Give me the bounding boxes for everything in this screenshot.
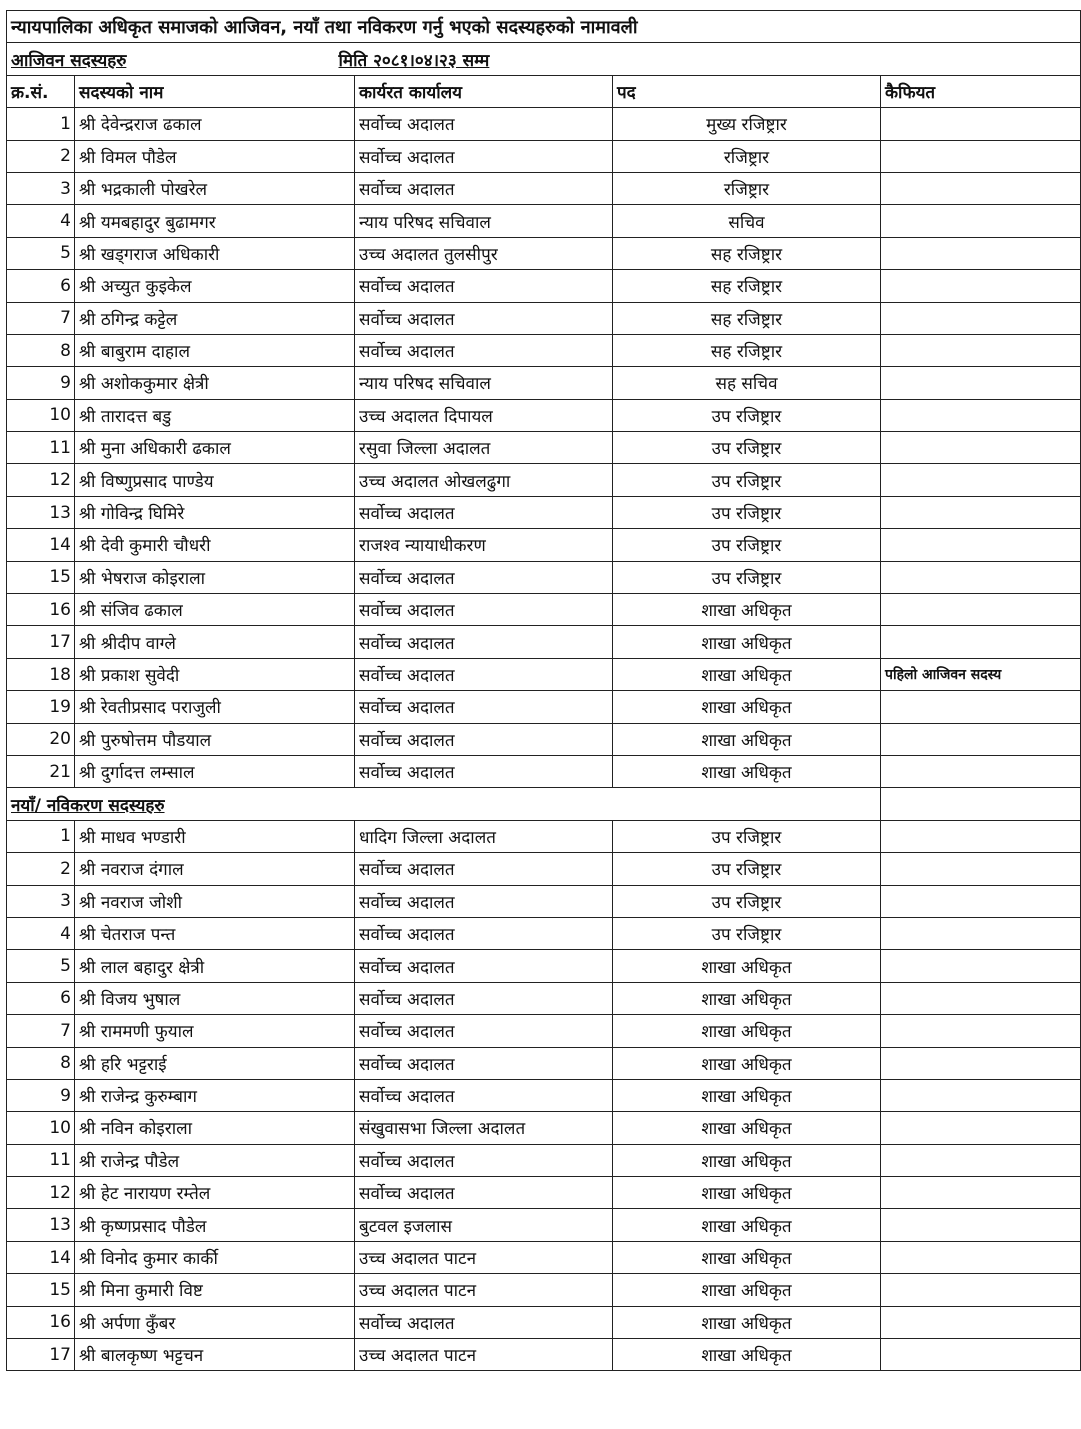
table-row xyxy=(7,723,1081,755)
office-cell: सर्वोच्च अदालत xyxy=(355,723,613,755)
post-cell: शाखा अधिकृत xyxy=(613,1306,881,1338)
member-name-cell: श्री गोविन्द्र घिमिरे xyxy=(75,496,355,528)
remark-cell xyxy=(881,561,1081,593)
remark-cell xyxy=(881,820,1081,852)
serial-number-cell: 2 xyxy=(7,140,75,172)
header-remark: कैफियत xyxy=(881,75,1081,107)
post-cell: शाखा अधिकृत xyxy=(613,1209,881,1241)
post-cell: शाखा अधिकृत xyxy=(613,950,881,982)
table-row xyxy=(7,950,1081,982)
table-row xyxy=(7,561,1081,593)
title-row xyxy=(7,11,1081,43)
member-name-cell: श्री बालकृष्ण भट्टचन xyxy=(75,1339,355,1371)
office-cell: न्याय परिषद सचिवाल xyxy=(355,367,613,399)
office-cell: बुटवल इजलास xyxy=(355,1209,613,1241)
member-name-cell: श्री मिना कुमारी विष्ट xyxy=(75,1274,355,1306)
remark-cell xyxy=(881,1177,1081,1209)
table-row xyxy=(7,1306,1081,1338)
table-row xyxy=(7,1274,1081,1306)
post-cell: उप रजिष्ट्रार xyxy=(613,464,881,496)
post-cell: शाखा अधिकृत xyxy=(613,1112,881,1144)
office-cell: सर्वोच्च अदालत xyxy=(355,917,613,949)
office-cell: सर्वोच्च अदालत xyxy=(355,270,613,302)
member-name-cell: श्री खड्गराज अधिकारी xyxy=(75,237,355,269)
table-row xyxy=(7,205,1081,237)
post-cell: शाखा अधिकृत xyxy=(613,1015,881,1047)
table-row xyxy=(7,529,1081,561)
serial-number-cell: 11 xyxy=(7,1144,75,1176)
member-name-cell: श्री रेवतीप्रसाद पराजुली xyxy=(75,691,355,723)
office-cell: न्याय परिषद सचिवाल xyxy=(355,205,613,237)
member-list-sheet xyxy=(6,10,1080,1371)
table-row xyxy=(7,1209,1081,1241)
member-name-cell: श्री यमबहादुर बुढामगर xyxy=(75,205,355,237)
member-name-cell: श्री देवेन्द्रराज ढकाल xyxy=(75,108,355,140)
office-cell: सर्वोच्च अदालत xyxy=(355,853,613,885)
remark-cell xyxy=(881,982,1081,1014)
table-row xyxy=(7,464,1081,496)
serial-number-cell: 19 xyxy=(7,691,75,723)
table-row xyxy=(7,334,1081,366)
section-new-text: नयाँ/ नविकरण सदस्यहरु xyxy=(11,795,165,816)
serial-number-cell: 7 xyxy=(7,1015,75,1047)
serial-number-cell: 14 xyxy=(7,529,75,561)
member-name-cell: श्री विमल पौडेल xyxy=(75,140,355,172)
serial-number-cell: 13 xyxy=(7,1209,75,1241)
serial-number-cell: 7 xyxy=(7,302,75,334)
table-row xyxy=(7,237,1081,269)
post-cell: शाखा अधिकृत xyxy=(613,691,881,723)
table-row xyxy=(7,399,1081,431)
table-row xyxy=(7,917,1081,949)
office-cell: सर्वोच्च अदालत xyxy=(355,755,613,787)
post-cell: सह रजिष्ट्रार xyxy=(613,334,881,366)
remark-cell xyxy=(881,270,1081,302)
post-cell: उप रजिष्ट्रार xyxy=(613,917,881,949)
remark-cell xyxy=(881,755,1081,787)
remark-cell xyxy=(881,1144,1081,1176)
table-row xyxy=(7,1339,1081,1371)
member-name-cell: श्री लाल बहादुर क्षेत्री xyxy=(75,950,355,982)
table-row xyxy=(7,1047,1081,1079)
remark-cell xyxy=(881,885,1081,917)
header-sn: क्र.सं. xyxy=(7,75,75,107)
office-cell: सर्वोच्च अदालत xyxy=(355,1177,613,1209)
header-row xyxy=(7,75,1081,107)
post-cell: उप रजिष्ट्रार xyxy=(613,885,881,917)
member-name-cell: श्री अच्युत कुइकेल xyxy=(75,270,355,302)
serial-number-cell: 11 xyxy=(7,432,75,464)
table-row xyxy=(7,853,1081,885)
serial-number-cell: 14 xyxy=(7,1241,75,1273)
serial-number-cell: 5 xyxy=(7,950,75,982)
serial-number-cell: 13 xyxy=(7,496,75,528)
table-row xyxy=(7,820,1081,852)
office-cell: धादिग जिल्ला अदालत xyxy=(355,820,613,852)
serial-number-cell: 1 xyxy=(7,820,75,852)
office-cell: सर्वोच्च अदालत xyxy=(355,334,613,366)
member-name-cell: श्री नविन कोइराला xyxy=(75,1112,355,1144)
remark-cell xyxy=(881,1241,1081,1273)
table-row xyxy=(7,691,1081,723)
office-cell: सर्वोच्च अदालत xyxy=(355,302,613,334)
remark-cell xyxy=(881,723,1081,755)
member-name-cell: श्री देवी कुमारी चौधरी xyxy=(75,529,355,561)
table-row xyxy=(7,626,1081,658)
serial-number-cell: 17 xyxy=(7,626,75,658)
serial-number-cell: 16 xyxy=(7,1306,75,1338)
section-lifetime-text: आजिवन सदस्यहरु xyxy=(11,50,127,71)
document-title: न्यायपालिका अधिकृत समाजको आजिवन, नयाँ तथा नविकरण गर्नु भएको सदस्यहरुको नामावली xyxy=(7,11,1081,43)
post-cell: उप रजिष्ट्रार xyxy=(613,820,881,852)
remark-cell xyxy=(881,1274,1081,1306)
table-row xyxy=(7,1241,1081,1273)
office-cell: उच्च अदालत तुलसीपुर xyxy=(355,237,613,269)
remark-cell xyxy=(881,691,1081,723)
table-row xyxy=(7,108,1081,140)
post-cell: शाखा अधिकृत xyxy=(613,626,881,658)
post-cell: सचिव xyxy=(613,205,881,237)
serial-number-cell: 1 xyxy=(7,108,75,140)
member-name-cell: श्री राजेन्द्र पौडेल xyxy=(75,1144,355,1176)
table-row xyxy=(7,885,1081,917)
post-cell: शाखा अधिकृत xyxy=(613,755,881,787)
serial-number-cell: 5 xyxy=(7,237,75,269)
table-row xyxy=(7,658,1081,690)
post-cell: सह रजिष्ट्रार xyxy=(613,237,881,269)
member-name-cell: श्री ठगिन्द्र कट्टेल xyxy=(75,302,355,334)
post-cell: शाखा अधिकृत xyxy=(613,1339,881,1371)
table-row xyxy=(7,432,1081,464)
member-name-cell: श्री संजिव ढकाल xyxy=(75,594,355,626)
header-name: सदस्यको नाम xyxy=(75,75,355,107)
office-cell: सर्वोच्च अदालत xyxy=(355,626,613,658)
member-name-cell: श्री बाबुराम दाहाल xyxy=(75,334,355,366)
serial-number-cell: 12 xyxy=(7,464,75,496)
serial-number-cell: 6 xyxy=(7,982,75,1014)
remark-cell xyxy=(881,626,1081,658)
member-name-cell: श्री कृष्णप्रसाद पौडेल xyxy=(75,1209,355,1241)
serial-number-cell: 9 xyxy=(7,1079,75,1111)
serial-number-cell: 20 xyxy=(7,723,75,755)
remark-cell xyxy=(881,1306,1081,1338)
office-cell: उच्च अदालत पाटन xyxy=(355,1339,613,1371)
table-row xyxy=(7,755,1081,787)
member-name-cell: श्री विष्णुप्रसाद पाण्डेय xyxy=(75,464,355,496)
remark-cell xyxy=(881,529,1081,561)
office-cell: सर्वोच्च अदालत xyxy=(355,496,613,528)
section-new-label xyxy=(7,788,881,820)
section-new-row xyxy=(7,788,1081,820)
table-row xyxy=(7,270,1081,302)
post-cell: मुख्य रजिष्ट्रार xyxy=(613,108,881,140)
office-cell: सर्वोच्च अदालत xyxy=(355,982,613,1014)
serial-number-cell: 17 xyxy=(7,1339,75,1371)
serial-number-cell: 15 xyxy=(7,561,75,593)
member-name-cell: श्री राजेन्द्र कुरुम्बाग xyxy=(75,1079,355,1111)
remark-cell xyxy=(881,432,1081,464)
member-name-cell: श्री विनोद कुमार कार्की xyxy=(75,1241,355,1273)
post-cell: शाखा अधिकृत xyxy=(613,1047,881,1079)
table-row xyxy=(7,1015,1081,1047)
table-row xyxy=(7,982,1081,1014)
serial-number-cell: 10 xyxy=(7,1112,75,1144)
post-cell: उप रजिष्ट्रार xyxy=(613,399,881,431)
date-cell xyxy=(338,43,1081,75)
serial-number-cell: 12 xyxy=(7,1177,75,1209)
member-name-cell: श्री हेट नारायण रम्तेल xyxy=(75,1177,355,1209)
remark-cell xyxy=(881,917,1081,949)
member-name-cell: श्री माधव भण्डारी xyxy=(75,820,355,852)
serial-number-cell: 18 xyxy=(7,658,75,690)
serial-number-cell: 6 xyxy=(7,270,75,302)
office-cell: सर्वोच्च अदालत xyxy=(355,950,613,982)
post-cell: उप रजिष्ट्रार xyxy=(613,561,881,593)
post-cell: शाखा अधिकृत xyxy=(613,1177,881,1209)
remark-cell xyxy=(881,1209,1081,1241)
office-cell: संखुवासभा जिल्ला अदालत xyxy=(355,1112,613,1144)
member-name-cell: श्री चेतराज पन्त xyxy=(75,917,355,949)
remark-cell xyxy=(881,950,1081,982)
remark-cell xyxy=(881,853,1081,885)
post-cell: रजिष्ट्रार xyxy=(613,140,881,172)
remark-cell xyxy=(881,1015,1081,1047)
member-name-cell: श्री राममणी फुयाल xyxy=(75,1015,355,1047)
remark-cell xyxy=(881,302,1081,334)
office-cell: उच्च अदालत ओखलढुगा xyxy=(355,464,613,496)
post-cell: शाखा अधिकृत xyxy=(613,1079,881,1111)
office-cell: सर्वोच्च अदालत xyxy=(355,172,613,204)
post-cell: उप रजिष्ट्रार xyxy=(613,496,881,528)
remark-cell xyxy=(881,1112,1081,1144)
table-row xyxy=(7,1112,1081,1144)
remark-cell xyxy=(881,237,1081,269)
office-cell: सर्वोच्च अदालत xyxy=(355,1047,613,1079)
remark-cell xyxy=(881,108,1081,140)
office-cell: उच्च अदालत पाटन xyxy=(355,1274,613,1306)
serial-number-cell: 10 xyxy=(7,399,75,431)
post-cell: शाखा अधिकृत xyxy=(613,723,881,755)
table-row xyxy=(7,302,1081,334)
member-name-cell: श्री विजय भुषाल xyxy=(75,982,355,1014)
serial-number-cell: 3 xyxy=(7,172,75,204)
office-cell: रसुवा जिल्ला अदालत xyxy=(355,432,613,464)
member-name-cell: श्री हरि भट्टराई xyxy=(75,1047,355,1079)
member-name-cell: श्री नवराज जोशी xyxy=(75,885,355,917)
post-cell: उप रजिष्ट्रार xyxy=(613,432,881,464)
office-cell: सर्वोच्च अदालत xyxy=(355,594,613,626)
table-row xyxy=(7,1177,1081,1209)
table-row xyxy=(7,1144,1081,1176)
member-name-cell: श्री दुर्गादत्त लम्साल xyxy=(75,755,355,787)
table-row xyxy=(7,496,1081,528)
office-cell: सर्वोच्च अदालत xyxy=(355,885,613,917)
post-cell: शाखा अधिकृत xyxy=(613,1274,881,1306)
office-cell: सर्वोच्च अदालत xyxy=(355,140,613,172)
table-row xyxy=(7,367,1081,399)
post-cell: सह रजिष्ट्रार xyxy=(613,270,881,302)
table-row xyxy=(7,1079,1081,1111)
remark-cell xyxy=(881,205,1081,237)
office-cell: सर्वोच्च अदालत xyxy=(355,1015,613,1047)
serial-number-cell: 15 xyxy=(7,1274,75,1306)
table-row xyxy=(7,172,1081,204)
post-cell: शाखा अधिकृत xyxy=(613,658,881,690)
member-name-cell: श्री नवराज दंगाल xyxy=(75,853,355,885)
serial-number-cell: 8 xyxy=(7,1047,75,1079)
post-cell: शाखा अधिकृत xyxy=(613,594,881,626)
office-cell: राजश्व न्यायाधीकरण xyxy=(355,529,613,561)
remark-cell xyxy=(881,172,1081,204)
post-cell: सह सचिव xyxy=(613,367,881,399)
post-cell: रजिष्ट्रार xyxy=(613,172,881,204)
post-cell: शाखा अधिकृत xyxy=(613,1241,881,1273)
post-cell: शाखा अधिकृत xyxy=(613,982,881,1014)
member-name-cell: श्री अशोककुमार क्षेत्री xyxy=(75,367,355,399)
post-cell: सह रजिष्ट्रार xyxy=(613,302,881,334)
remark-cell xyxy=(881,140,1081,172)
office-cell: उच्च अदालत दिपायल xyxy=(355,399,613,431)
serial-number-cell: 8 xyxy=(7,334,75,366)
table-row xyxy=(7,140,1081,172)
serial-number-cell: 16 xyxy=(7,594,75,626)
remark-cell xyxy=(881,496,1081,528)
serial-number-cell: 9 xyxy=(7,367,75,399)
member-name-cell: श्री अर्पणा कुँबर xyxy=(75,1306,355,1338)
office-cell: सर्वोच्च अदालत xyxy=(355,1079,613,1111)
remark-cell xyxy=(881,594,1081,626)
date-label: मिति २०८१।०४।२३ सम्म xyxy=(338,50,490,71)
remark-cell xyxy=(881,367,1081,399)
remark-cell xyxy=(881,464,1081,496)
table-row xyxy=(7,594,1081,626)
office-cell: सर्वोच्च अदालत xyxy=(355,1306,613,1338)
member-table xyxy=(6,10,1081,1371)
member-name-cell: श्री भेषराज कोइराला xyxy=(75,561,355,593)
section-new-empty-cell xyxy=(881,788,1081,820)
office-cell: सर्वोच्च अदालत xyxy=(355,561,613,593)
post-cell: शाखा अधिकृत xyxy=(613,1144,881,1176)
office-cell: सर्वोच्च अदालत xyxy=(355,691,613,723)
subtitle-row xyxy=(7,43,1081,75)
member-name-cell: श्री भद्रकाली पोखरेल xyxy=(75,172,355,204)
serial-number-cell: 3 xyxy=(7,885,75,917)
office-cell: सर्वोच्च अदालत xyxy=(355,658,613,690)
serial-number-cell: 4 xyxy=(7,917,75,949)
remark-cell xyxy=(881,1079,1081,1111)
office-cell: उच्च अदालत पाटन xyxy=(355,1241,613,1273)
member-name-cell: श्री श्रीदीप वाग्ले xyxy=(75,626,355,658)
post-cell: उप रजिष्ट्रार xyxy=(613,529,881,561)
remark-cell xyxy=(881,334,1081,366)
member-name-cell: श्री तारादत्त बडु xyxy=(75,399,355,431)
remark-cell: पहिलो आजिवन सदस्य xyxy=(881,658,1081,690)
remark-cell xyxy=(881,399,1081,431)
office-cell: सर्वोच्च अदालत xyxy=(355,108,613,140)
serial-number-cell: 2 xyxy=(7,853,75,885)
header-office: कार्यरत कार्यालय xyxy=(355,75,613,107)
office-cell: सर्वोच्च अदालत xyxy=(355,1144,613,1176)
section-lifetime-label xyxy=(7,43,355,75)
post-cell: उप रजिष्ट्रार xyxy=(613,853,881,885)
member-name-cell: श्री पुरुषोत्तम पौडयाल xyxy=(75,723,355,755)
member-name-cell: श्री प्रकाश सुवेदी xyxy=(75,658,355,690)
serial-number-cell: 21 xyxy=(7,755,75,787)
remark-cell xyxy=(881,1047,1081,1079)
header-post: पद xyxy=(613,75,881,107)
serial-number-cell: 4 xyxy=(7,205,75,237)
remark-cell xyxy=(881,1339,1081,1371)
member-name-cell: श्री मुना अधिकारी ढकाल xyxy=(75,432,355,464)
